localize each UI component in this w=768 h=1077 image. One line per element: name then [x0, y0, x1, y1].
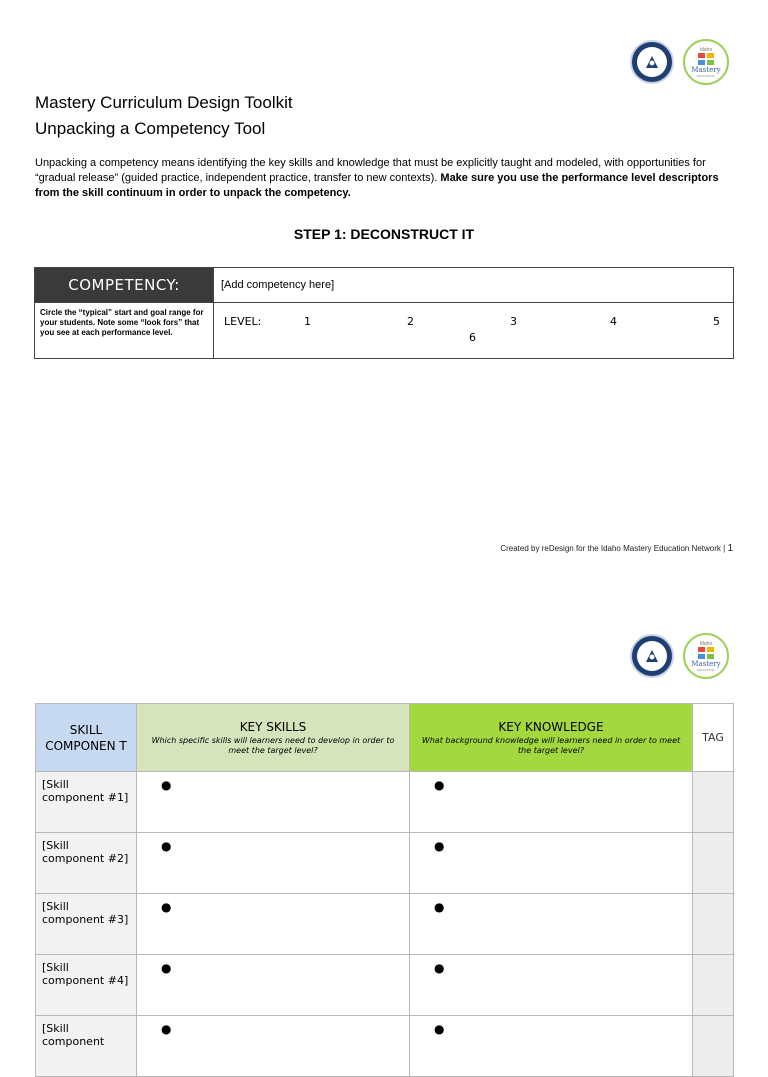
intro-bold-text: Make sure you use the performance level descriptors from the skill continuum in order to unpack the competency.: [35, 172, 719, 199]
level-instruction-text: Circle the “typical” start and goal range for your students. Note some “look fors” that you see at each performance level.: [35, 303, 214, 359]
mastery-logo-sub-text: EDUCATION: [697, 667, 715, 672]
bullet-icon: ●: [434, 839, 445, 853]
skill-table-header-row: [36, 704, 734, 772]
colored-blocks-icon: [698, 53, 714, 65]
table-row: [36, 1016, 734, 1077]
competency-value-field[interactable]: [Add competency here]: [214, 268, 734, 303]
idaho-mastery-education-logo: [683, 633, 729, 679]
page-footer: [500, 543, 733, 554]
table-row: [36, 772, 734, 833]
key-knowledge-cell[interactable]: [410, 833, 693, 894]
page-number: 1: [727, 543, 733, 554]
key-knowledge-cell[interactable]: [410, 772, 693, 833]
levels-cell: [214, 303, 734, 359]
step-1-heading: STEP 1: DECONSTRUCT IT: [293, 226, 475, 242]
key-skills-cell[interactable]: [137, 833, 410, 894]
mastery-logo-top-text: Idaho: [699, 640, 713, 647]
skill-component-cell[interactable]: [Skill component #2]: [36, 833, 137, 894]
document-subtitle: Unpacking a Competency Tool: [35, 119, 266, 138]
level-3[interactable]: 3: [510, 315, 517, 328]
level-1[interactable]: 1: [304, 315, 311, 328]
tag-cell[interactable]: [693, 894, 734, 955]
mastery-logo-word: Mastery: [691, 659, 721, 668]
bullet-icon: ●: [161, 839, 172, 853]
skill-component-header: SKILL COMPONEN T: [36, 704, 137, 772]
skill-components-table: [35, 703, 734, 1077]
key-skills-subtitle: Which specific skills will learners need to develop in order to meet the target level?: [151, 735, 395, 755]
level-5[interactable]: 5: [713, 315, 720, 328]
intro-paragraph: [35, 156, 735, 201]
skill-component-cell[interactable]: [Skill component: [36, 1016, 137, 1077]
skill-component-cell[interactable]: [Skill component #1]: [36, 772, 137, 833]
key-knowledge-title: KEY KNOWLEDGE: [498, 719, 604, 734]
key-knowledge-header: [410, 704, 693, 772]
tag-cell[interactable]: [693, 772, 734, 833]
intro-text: Unpacking a competency means identifying the key skills and knowledge that must be explicitly taught and modeled, with opportunities for “gradual release” (guided practice, independent practice, transfer to new contexts).: [35, 157, 706, 184]
level-4[interactable]: 4: [610, 315, 617, 328]
key-knowledge-cell[interactable]: [410, 894, 693, 955]
skill-component-cell[interactable]: [Skill component #4]: [36, 955, 137, 1016]
key-skills-cell[interactable]: [137, 772, 410, 833]
tag-cell[interactable]: [693, 1016, 734, 1077]
footer-text: Created by reDesign for the Idaho Mastery Education Network |: [500, 544, 726, 553]
key-skills-cell[interactable]: [137, 955, 410, 1016]
bullet-icon: ●: [434, 961, 445, 975]
tag-cell[interactable]: [693, 955, 734, 1016]
bullet-icon: ●: [434, 778, 445, 792]
table-row: [36, 833, 734, 894]
key-skills-title: KEY SKILLS: [239, 719, 307, 734]
idaho-state-seal-logo: [630, 634, 674, 678]
tag-header: TAG: [693, 704, 734, 772]
tag-cell[interactable]: [693, 833, 734, 894]
competency-header-label: COMPETENCY:: [35, 268, 214, 303]
key-skills-cell[interactable]: [137, 894, 410, 955]
level-label: LEVEL:: [224, 315, 262, 328]
bullet-icon: ●: [161, 961, 172, 975]
bullet-icon: ●: [434, 900, 445, 914]
colored-blocks-icon: [698, 647, 714, 659]
key-skills-cell[interactable]: [137, 1016, 410, 1077]
level-2[interactable]: 2: [407, 315, 414, 328]
mastery-logo-top-text: Idaho: [699, 46, 713, 53]
document-title: Mastery Curriculum Design Toolkit: [35, 93, 293, 112]
bullet-icon: ●: [161, 1022, 172, 1036]
table-row: [36, 955, 734, 1016]
idaho-state-seal-logo: [630, 40, 674, 84]
key-knowledge-cell[interactable]: [410, 955, 693, 1016]
key-knowledge-cell[interactable]: [410, 1016, 693, 1077]
level-6[interactable]: 6: [469, 331, 476, 344]
table-row: [36, 894, 734, 955]
bullet-icon: ●: [434, 1022, 445, 1036]
mastery-logo-sub-text: EDUCATION: [697, 73, 715, 78]
bullet-icon: ●: [161, 778, 172, 792]
key-skills-header: [137, 704, 410, 772]
idaho-mastery-education-logo: [683, 39, 729, 85]
key-knowledge-subtitle: What background knowledge will learners need in order to meet the target level?: [421, 735, 681, 755]
bullet-icon: ●: [161, 900, 172, 914]
mastery-logo-word: Mastery: [691, 65, 721, 74]
skill-component-cell[interactable]: [Skill component #3]: [36, 894, 137, 955]
competency-table: [34, 267, 734, 359]
